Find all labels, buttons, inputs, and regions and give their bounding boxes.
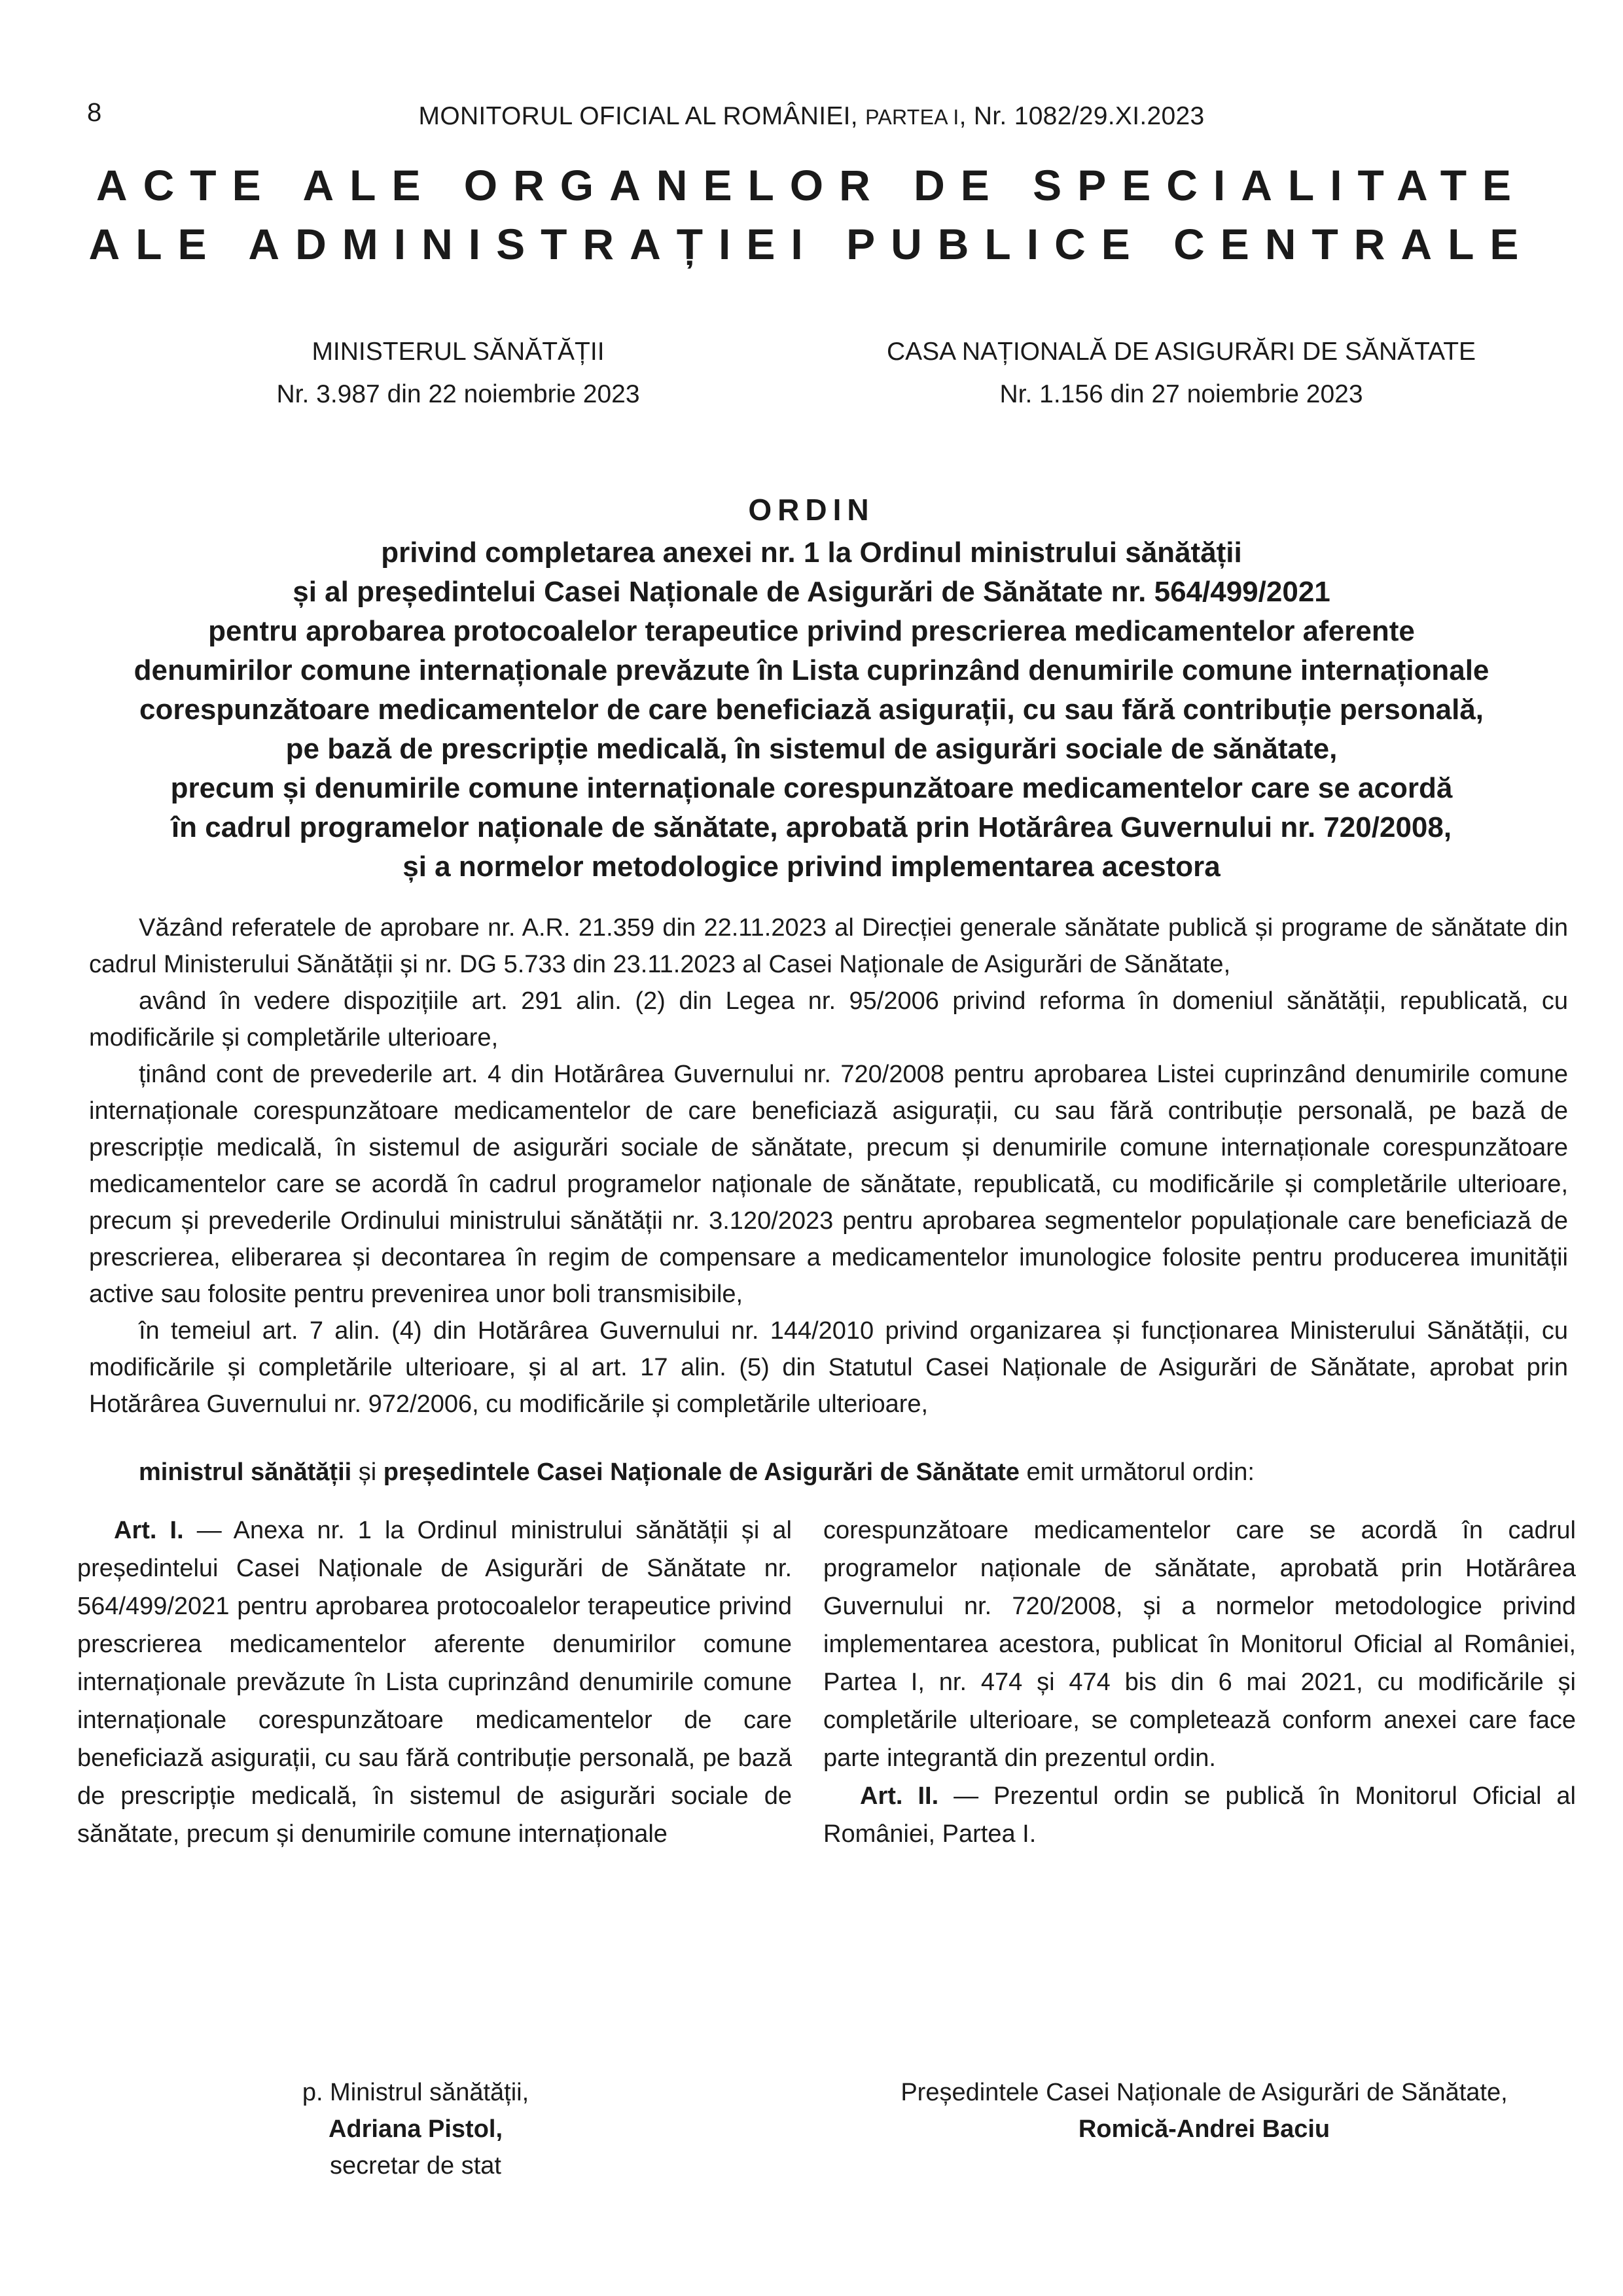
signature-cnas-title: Președintele Casei Naționale de Asigurări de Sănătate, xyxy=(901,2079,1508,2106)
running-header xyxy=(0,102,1623,131)
article-1-text-right: corespunzătoare medicamentelor care se acordă în cadrul programelor naționale de sănătate, aprobată prin Hotărârea Guvernului nr. 720/2008, și a normelor metodologice privind implementarea acestora, publicat în Monitorul Oficial al României, Partea I, nr. 474 și 474 bis din 6 mai 2021, cu modificările și completările ulterioare, se completează conform anexei care face parte integrantă din prezentul ordin. xyxy=(823,1517,1576,1772)
order-subtitle-line: și al președintelui Casei Naționale de Asigurări de Sănătate nr. 564/499/2021 xyxy=(293,576,1330,608)
issuer-ministry-number: Nr. 3.987 din 22 noiembrie 2023 xyxy=(276,380,640,408)
section-heading-line-2: ALE ADMINISTRAȚIEI PUBLICE CENTRALE xyxy=(88,220,1535,268)
emit-president: președintele Casei Naționale de Asigurări de Sănătate xyxy=(383,1458,1020,1486)
signature-ministry-name: Adriana Pistol, xyxy=(328,2115,503,2143)
header-publication: MONITORUL OFICIAL AL ROMÂNIEI, xyxy=(418,102,866,130)
order-subtitle-line: precum și denumirile comune internaționale corespunzătoare medicamentelor care se acordă xyxy=(170,772,1453,804)
signature-ministry-title: p. Ministrul sănătății, xyxy=(302,2079,529,2106)
article-column-right xyxy=(823,1511,1576,1853)
emit-tail: emit următorul ordin: xyxy=(1019,1458,1255,1486)
issuer-cnas-number: Nr. 1.156 din 27 noiembrie 2023 xyxy=(999,380,1363,408)
page-number: 8 xyxy=(87,98,102,127)
issuer-cnas xyxy=(838,330,1525,415)
section-heading-line-1: ACTE ALE ORGANELOR DE SPECIALITATE xyxy=(96,161,1527,209)
article-1-paragraph xyxy=(77,1511,792,1853)
article-2-text: — Prezentul ordin se publică în Monitorul Oficial al României, Partea I. xyxy=(823,1782,1576,1848)
signature-cnas-name: Romică-Andrei Baciu xyxy=(1078,2115,1330,2143)
order-subtitle xyxy=(39,533,1584,887)
order-subtitle-line: corespunzătoare medicamentelor de care beneficiază asigurații, cu sau fără contribuție personală, xyxy=(139,694,1484,726)
order-subtitle-line: privind completarea anexei nr. 1 la Ordinul ministrului sănătății xyxy=(381,537,1242,569)
order-title: ORDIN xyxy=(748,493,875,527)
issuer-ministry xyxy=(131,330,785,415)
emit-statement xyxy=(139,1454,1565,1491)
order-subtitle-line: pentru aprobarea protocoalelor terapeutice privind prescrierea medicamentelor aferente xyxy=(208,615,1415,647)
signature-ministry-role: secretar de stat xyxy=(330,2152,501,2180)
preamble-paragraph: ținând cont de prevederile art. 4 din Hotărârea Guvernului nr. 720/2008 pentru aprobarea Listei cuprinzând denumirile comune internaționale corespunzătoare medicamentelor de care beneficiază asigurații, cu sau fără contribuție personală, pe bază de prescripție medicală, în sistemul de asigurări sociale de sănătate, precum și denumirile comune internaționale corespunzătoare medicamentelor care se acordă în cadrul programelor naționale de sănătate, republicată, cu modificările și completările ulterioare, precum și prevederile Ordinului ministrului sănătății nr. 3.120/2023 pentru aprobarea segmentelor populaționale care beneficiază de prescrierea, eliberarea și decontarea în regim de compensare a medicamentelor imunologice folosite pentru producerea imunității active sau folosite pentru prevenirea unor boli transmisibile, xyxy=(89,1061,1568,1308)
order-subtitle-line: în cadrul programelor naționale de sănătate, aprobată prin Hotărârea Guvernului nr. 720/2008, xyxy=(171,811,1452,843)
emit-conjunction: și xyxy=(351,1458,383,1486)
issuer-cnas-name: CASA NAȚIONALĂ DE ASIGURĂRI DE SĂNĂTATE xyxy=(886,338,1476,366)
article-2-label: Art. II. xyxy=(860,1782,939,1810)
article-column-left xyxy=(77,1511,792,1853)
preamble-paragraph: în temeiul art. 7 alin. (4) din Hotărârea Guvernului nr. 144/2010 privind organizarea și funcționarea Ministerului Sănătății, cu modificările și completările ulterioare, și al art. 17 alin. (5) din Statutul Casei Naționale de Asigurări de Sănătate, aprobat prin Hotărârea Guvernului nr. 972/2006, cu modificările și completările ulterioare, xyxy=(89,1317,1568,1418)
header-part: PARTEA I xyxy=(865,105,959,129)
order-subtitle-line: denumirilor comune internaționale prevăzute în Lista cuprinzând denumirile comune internaționale xyxy=(134,654,1489,686)
preamble-paragraph: având în vedere dispozițiile art. 291 alin. (2) din Legea nr. 95/2006 privind reforma în domeniul sănătății, republicată, cu modificările și completările ulterioare, xyxy=(89,987,1568,1051)
preamble-paragraph: Văzând referatele de aprobare nr. A.R. 21.359 din 22.11.2023 al Direcției generale sănătate publică și programe de sănătate din cadrul Ministerului Sănătății și nr. DG 5.733 din 23.11.2023 al Casei Naționale de Asigurări de Sănătate, xyxy=(89,914,1568,978)
article-2-paragraph xyxy=(823,1777,1576,1853)
signature-ministry xyxy=(216,2074,615,2184)
article-1-label: Art. I. xyxy=(114,1517,184,1544)
issuer-ministry-name: MINISTERUL SĂNĂTĂȚII xyxy=(312,338,605,366)
preamble xyxy=(89,910,1568,1422)
section-heading xyxy=(72,156,1551,274)
order-subtitle-line: și a normelor metodologice privind implementarea acestora xyxy=(402,851,1221,883)
order-subtitle-line: pe bază de prescripție medicală, în sistemul de asigurări sociale de sănătate, xyxy=(285,733,1338,765)
signature-cnas xyxy=(844,2074,1564,2147)
article-1-text-left: — Anexa nr. 1 la Ordinul ministrului sănătății și al președintelui Casei Naționale de Asigurări de Sănătate nr. 564/499/2021 pentru aprobarea protocoalelor terapeutice privind prescrierea medicamentelor aferente denumirilor comune internaționale prevăzute în Lista cuprinzând denumirile comune internaționale corespunzătoare medicamentelor de care beneficiază asigurații, cu sau fără contribuție personală, pe bază de prescripție medicală, în sistemul de asigurări sociale de sănătate, precum și denumirile comune internaționale xyxy=(77,1517,792,1848)
emit-minister: ministrul sănătății xyxy=(139,1458,352,1486)
header-issue: , Nr. 1082/29.XI.2023 xyxy=(959,102,1205,130)
